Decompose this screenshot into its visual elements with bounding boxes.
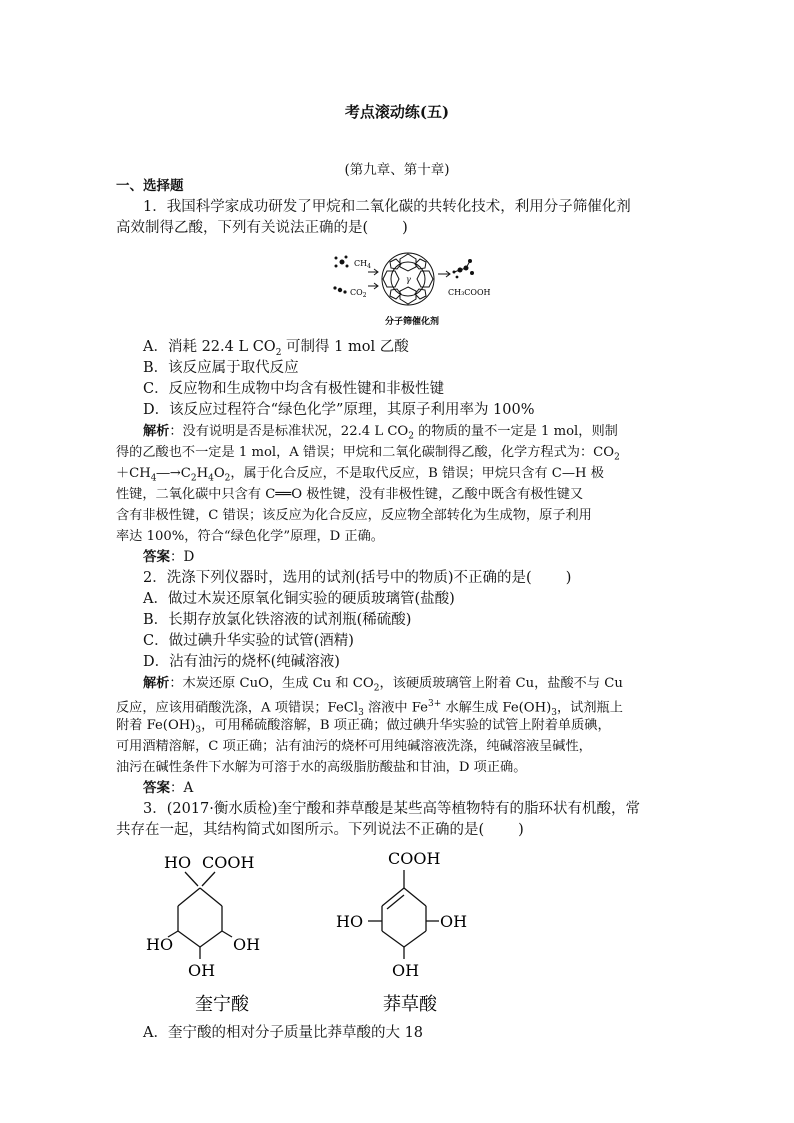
- shikimic-oh-bottom-label: OH: [392, 961, 420, 980]
- q1-stem-line1: 1．我国科学家成功研发了甲烷和二氧化碳的共转化技术，利用分子筛催化剂: [143, 199, 631, 215]
- co2-molecule-icon: [333, 286, 346, 293]
- q3-stem-line1: 3．(2017·衡水质检)奎宁酸和莽草酸是某些高等植物特有的脂环状有机酸，常: [143, 801, 641, 817]
- figure-caption: 分子筛催化剂: [385, 317, 440, 327]
- q1-option-c: C．反应物和生成物中均含有极性键和非极性键: [143, 381, 445, 397]
- quinic-ho-left-label: HO: [146, 935, 174, 954]
- q1-analysis-line3: $+CH_4―\to C_2H_4O_2$，属于化合反应，不是取代反应，B 错误；甲烷只含有 C—H 极: [116, 466, 604, 484]
- q2-option-a: A．做过木炭还原氧化铜实验的硬质玻璃管(盐酸): [143, 591, 455, 607]
- q1-stem-line2: 高效制得乙酸，下列有关说法正确的是( ): [116, 220, 408, 236]
- q1-analysis-line6: 率达 100%，符合“绿色化学”原理，D 正确。: [116, 529, 384, 544]
- q1-option-a: A．消耗 22.4 L $CO_2$ 可制得 1 mol 乙酸: [143, 339, 409, 358]
- q2-analysis-line4: 可用酒精溶解，C 项正确；沾有油污的烧杯可用纯碱溶液洗涤，纯碱溶液呈碱性，: [116, 739, 592, 754]
- q1-option-d: D．该反应过程符合“绿色化学”原理，其原子利用率为 100%: [143, 402, 535, 418]
- q2-analysis-line5: 油污在碱性条件下水解为可溶于水的高级脂肪酸盐和甘油，D 项正确。: [116, 760, 527, 775]
- section-heading: 一、选择题: [116, 178, 184, 194]
- quinic-oh-bottom-label: OH: [188, 961, 216, 980]
- q2-stem: 2．洗涤下列仪器时，选用的试剂(括号中的物质)不正确的是( ): [143, 570, 572, 586]
- shikimic-acid-structure: [330, 846, 480, 1018]
- chapter-range: (第九章、第十章): [344, 162, 450, 178]
- output-arrow-icon: [438, 271, 450, 277]
- q1-analysis-line2: 得的乙酸也不一定是 1 mol，A 错误；甲烷和二氧化碳制得乙酸，化学方程式为：$CO_2$: [116, 445, 620, 463]
- ch4-label: $CH_4$: [354, 259, 371, 270]
- shikimic-ho-left-label: HO: [336, 912, 364, 931]
- zeolite-core-label: γ: [406, 275, 411, 284]
- ch4-molecule-icon: [335, 256, 349, 268]
- q1-analysis-line1: 解析：没有说明是否是标准状况，22.4 L $CO_2$ 的物质的量不一定是 1 mol，则制: [143, 424, 618, 442]
- quinic-acid-name: 奎宁酸: [195, 994, 249, 1015]
- q2-answer: 答案：A: [143, 780, 194, 796]
- q2-analysis-line1: 解析：木炭还原 CuO，生成 Cu 和 $CO_2$，该硬质玻璃管上附着 Cu，盐酸不与 Cu: [143, 676, 623, 694]
- q1-option-b: B．该反应属于取代反应: [143, 360, 299, 376]
- shikimic-oh-right-label: OH: [440, 912, 468, 931]
- acetic-acid-molecule-icon: [453, 259, 475, 278]
- q3-option-a: A．奎宁酸的相对分子质量比莽草酸的大 18: [143, 1025, 424, 1041]
- q1-analysis-line4: 性键，二氧化碳中只含有 C══O 极性键，没有非极性键，乙酸中既含有极性键又: [116, 487, 584, 502]
- q2-analysis-line3: 附着 $Fe(OH)_3$，可用稀硫酸溶解，B 项正确；做过碘升华实验的试管上附着单质碘，: [116, 718, 611, 736]
- input-arrows-icon: [368, 269, 378, 289]
- co2-label: $CO_2$: [350, 288, 367, 299]
- shikimic-cooh-label: COOH: [388, 849, 441, 868]
- q2-option-b: B．长期存放氯化铁溶液的试剂瓶(稀硫酸): [143, 612, 412, 628]
- q1-analysis-line5: 含有非极性键，C 错误；该反应为化合反应，反应物全部转化为生成物，原子利用: [116, 508, 592, 523]
- quinic-ho-label: HO: [164, 853, 192, 872]
- q2-option-c: C．做过碘升华实验的试管(酒精): [143, 633, 354, 649]
- molecular-sieve-figure: [330, 250, 500, 332]
- acetic-acid-label: CH₃COOH: [448, 288, 491, 297]
- q2-option-d: D．沾有油污的烧杯(纯碱溶液): [143, 654, 340, 670]
- quinic-cooh-label: COOH: [202, 853, 255, 872]
- q2-analysis-line2: 反应，应该用硝酸洗涤，A 项错误；FeCl$_3$ 溶液中 $Fe^{3+}$ 水解生成 $Fe(OH)_3$，试剂瓶上: [116, 699, 623, 719]
- quinic-acid-structure: [140, 846, 290, 1018]
- q3-stem-line2: 共存在一起，其结构简式如图所示。下列说法不正确的是( ): [116, 822, 524, 838]
- q1-answer: 答案：D: [143, 549, 195, 565]
- page-title: 考点滚动练(五): [344, 103, 450, 121]
- shikimic-acid-name: 莽草酸: [383, 994, 437, 1015]
- quinic-oh-right-label: OH: [233, 935, 261, 954]
